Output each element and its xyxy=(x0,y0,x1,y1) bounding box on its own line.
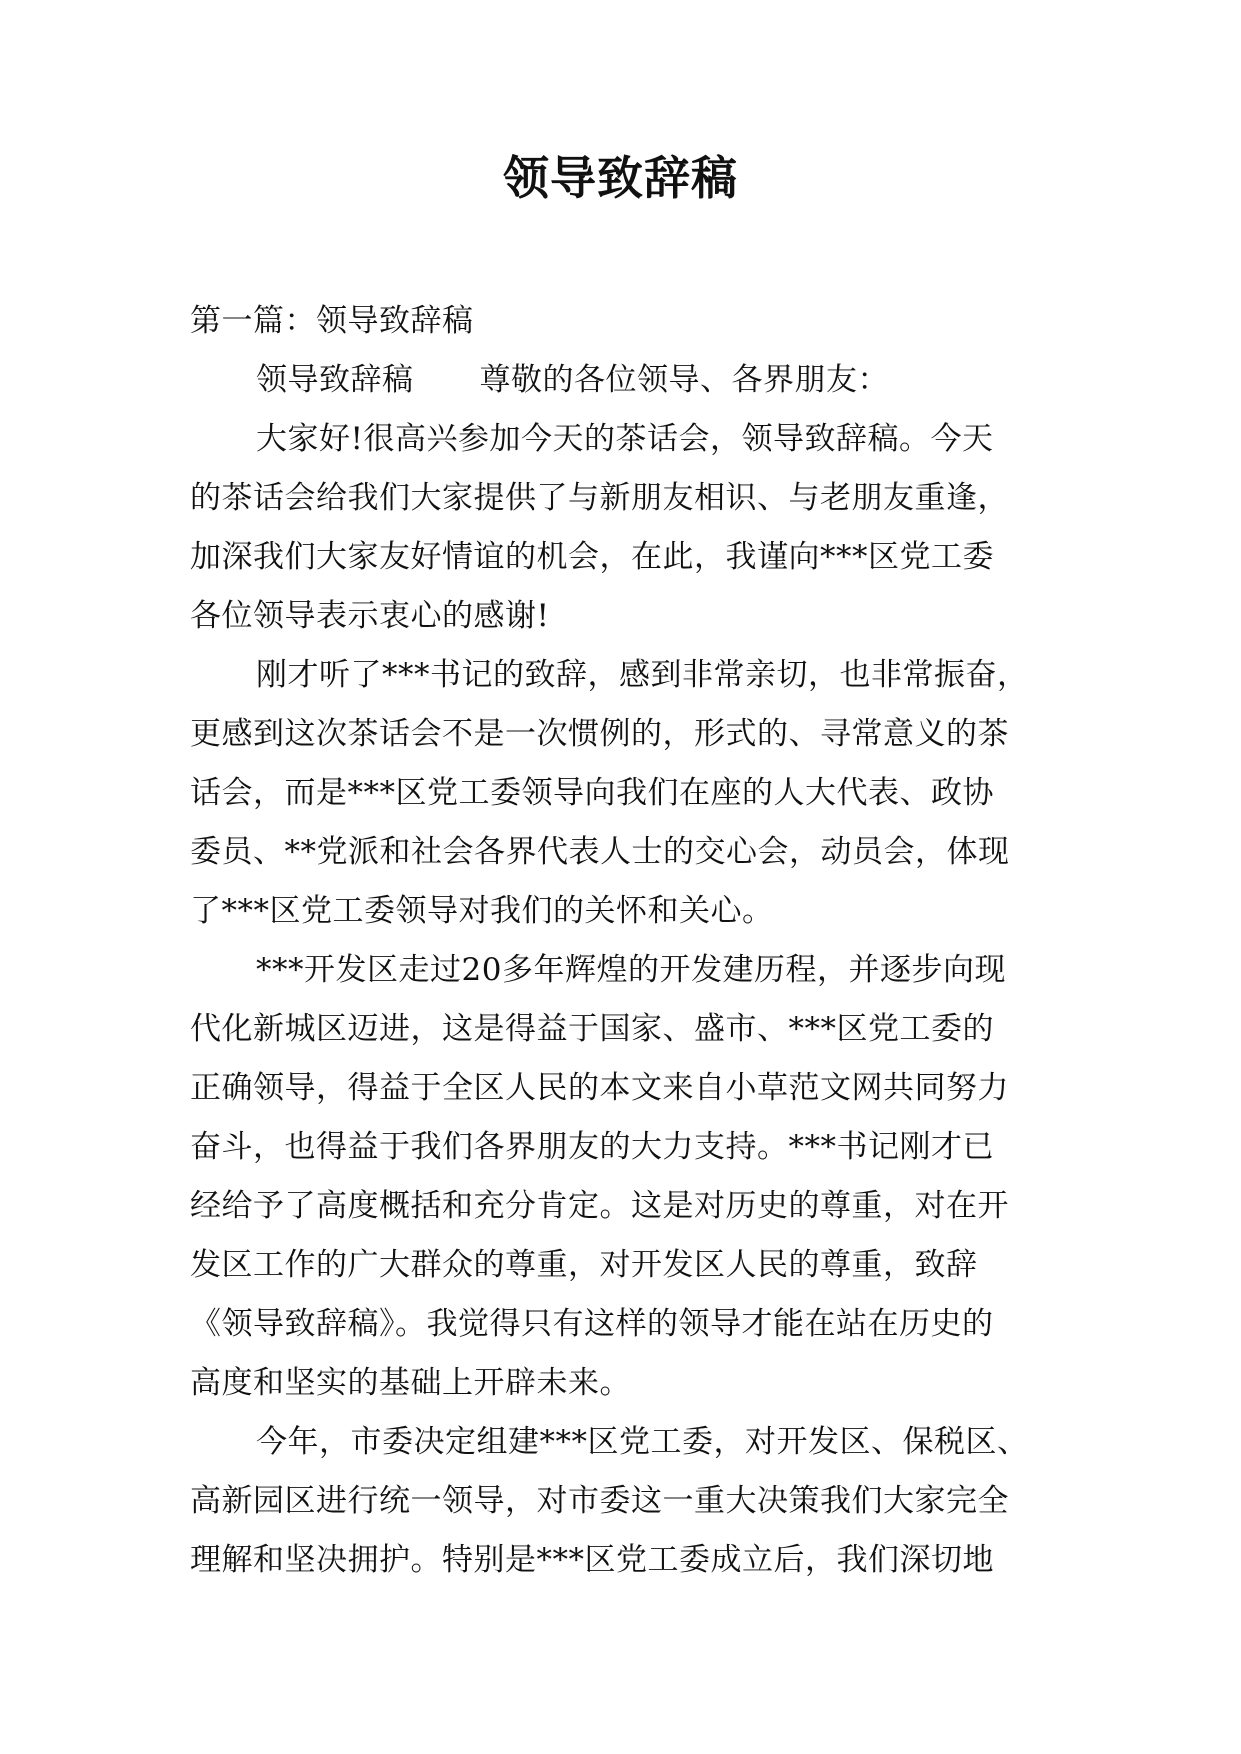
text-line: 的茶话会给我们大家提供了与新朋友相识、与老朋友重逢， xyxy=(190,480,1009,516)
text-line: 《领导致辞稿》。我觉得只有这样的领导才能在站在历史的 xyxy=(190,1306,994,1342)
text-line: 发区工作的广大群众的尊重，对开发区人民的尊重，致辞 xyxy=(190,1247,978,1283)
text-line: 高度和坚实的基础上开辟未来。 xyxy=(190,1365,631,1401)
text-line: 加深我们大家友好情谊的机会，在此，我谨向***区党工委 xyxy=(190,539,994,575)
text-line: 理解和坚决拥护。特别是***区党工委成立后，我们深切地 xyxy=(190,1542,994,1578)
text-line: 各位领导表示衷心的感谢! xyxy=(190,598,550,634)
text-line: 了***区党工委领导对我们的关怀和关心。 xyxy=(190,893,774,929)
text-line: 领导致辞稿 尊敬的各位领导、各界朋友： xyxy=(256,362,889,398)
text-line: 今年，市委决定组建***区党工委，对开发区、保税区、 xyxy=(256,1424,1029,1460)
text-line: 经给予了高度概括和充分肯定。这是对历史的尊重，对在开 xyxy=(190,1188,1009,1224)
text-line: 正确领导，得益于全区人民的本文来自小草范文网共同努力 xyxy=(190,1070,1009,1106)
text-line: 高新园区进行统一领导，对市委这一重大决策我们大家完全 xyxy=(190,1483,1009,1519)
text-line: 委员、**党派和社会各界代表人士的交心会，动员会，体现 xyxy=(190,834,1010,870)
text-line: 更感到这次茶话会不是一次惯例的，形式的、寻常意义的茶 xyxy=(190,716,1009,752)
page-title: 领导致辞稿 xyxy=(503,151,738,205)
text-line: 第一篇：领导致辞稿 xyxy=(190,303,474,339)
text-line: 大家好!很高兴参加今天的茶话会，领导致辞稿。今天 xyxy=(256,421,994,457)
text-line: 代化新城区迈进，这是得益于国家、盛市、***区党工委的 xyxy=(190,1011,994,1047)
text-line: 奋斗，也得益于我们各界朋友的大力支持。***书记刚才已 xyxy=(190,1129,994,1165)
text-line: 话会，而是***区党工委领导向我们在座的人大代表、政协 xyxy=(190,775,994,811)
text-line: 刚才听了***书记的致辞，感到非常亲切，也非常振奋， xyxy=(256,657,1029,693)
document-body xyxy=(190,292,1050,1590)
text-line: ***开发区走过20多年辉煌的开发建历程，并逐步向现 xyxy=(256,952,1006,988)
